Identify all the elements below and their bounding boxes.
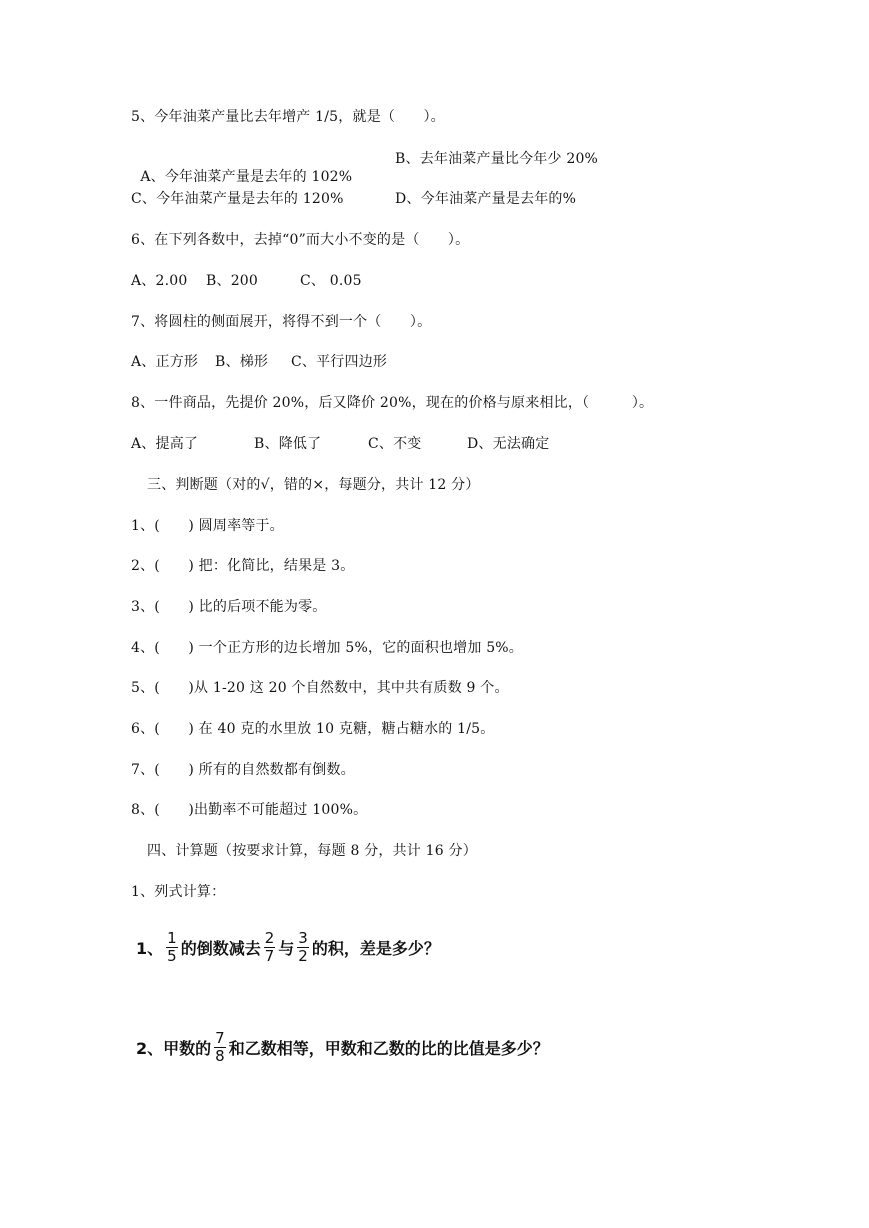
f1-text3: 的积，差是多少？ xyxy=(311,939,440,958)
q8-option-d: D、无法确定 xyxy=(467,436,550,452)
q7-stem: 7、将圆柱的侧面展开，将得不到一个（ ）。 xyxy=(131,314,432,330)
f1-text1: 的倒数减去 xyxy=(180,939,261,958)
q6-option-a: A、2.00 xyxy=(131,273,188,289)
f2-frac1-denominator: 8 xyxy=(215,1047,225,1065)
q7-option-b: B、梯形 xyxy=(215,354,269,370)
q8-stem: 8、一件商品，先提价 20%，后又降价 20%，现在的价格与原来相比，（ ）。 xyxy=(131,395,654,411)
judge-item-3: 3、( ) 比的后项不能为零。 xyxy=(131,599,327,615)
q5-stem: 5、今年油菜产量比去年增产 1/5，就是（ ）。 xyxy=(131,109,445,125)
formula-question-2 xyxy=(136,1030,549,1065)
f1-frac3-numerator: 3 xyxy=(298,929,308,947)
judge-item-1: 1、( ) 圆周率等于。 xyxy=(131,518,284,534)
f1-prefix: 1、 xyxy=(136,939,164,958)
q8-option-c: C、不变 xyxy=(368,436,422,452)
q5-option-d: D、今年油菜产量是去年的% xyxy=(395,191,577,207)
q7-option-a: A、正方形 xyxy=(131,354,199,370)
judge-item-7: 7、( ) 所有的自然数都有倒数。 xyxy=(131,762,355,778)
f2-prefix: 2、甲数的 xyxy=(136,1039,212,1058)
f1-frac1-denominator: 5 xyxy=(167,947,177,965)
judge-item-4: 4、( ) 一个正方形的边长增加 5%，它的面积也增加 5%。 xyxy=(131,640,524,656)
q5-options-row1 xyxy=(131,150,352,186)
section3-title: 三、判断题（对的√，错的×，每题分，共计 12 分） xyxy=(147,477,480,493)
f1-fraction-1 xyxy=(166,930,178,965)
judge-item-2: 2、( ) 把：化简比，结果是 3。 xyxy=(131,558,355,574)
q6-stem: 6、在下列各数中，去掉“0”而大小不变的是（ ）。 xyxy=(131,232,470,248)
f1-frac1-numerator: 1 xyxy=(167,929,177,947)
judge-item-5: 5、( )从 1-20 这 20 个自然数中，其中共有质数 9 个。 xyxy=(131,680,509,696)
judge-item-6: 6、( ) 在 40 克的水里放 10 克糖，糖占糖水的 1/5。 xyxy=(131,721,495,737)
f1-frac3-denominator: 2 xyxy=(298,947,308,965)
q5-option-a: A、今年油菜产量是去年的 102% xyxy=(140,169,353,185)
f2-text1: 和乙数相等，甲数和乙数的比的比值是多少？ xyxy=(228,1039,549,1058)
q6-option-c: C、 0.05 xyxy=(300,273,362,289)
section4-title: 四、计算题（按要求计算，每题 8 分，共计 16 分） xyxy=(147,843,477,859)
f1-frac2-denominator: 7 xyxy=(264,947,275,965)
q5-option-b: B、去年油菜产量比今年少 20% xyxy=(395,151,599,167)
f2-frac1-numerator: 7 xyxy=(215,1029,225,1047)
q7-option-c: C、平行四边形 xyxy=(291,354,388,370)
judge-item-8: 8、( )出勤率不可能超过 100%。 xyxy=(131,802,368,818)
section4-sub1: 1、列式计算： xyxy=(131,884,226,900)
f1-frac2-numerator: 2 xyxy=(264,929,275,947)
q6-option-b: B、200 xyxy=(206,273,259,289)
f2-fraction-1 xyxy=(214,1030,226,1065)
q8-option-a: A、提高了 xyxy=(131,436,199,452)
formula-question-1 xyxy=(136,930,440,965)
q8-option-b: B、降低了 xyxy=(254,436,322,452)
q5-option-c: C、今年油菜产量是去年的 120% xyxy=(131,191,344,207)
f1-fraction-3 xyxy=(297,930,309,965)
f1-fraction-2 xyxy=(264,930,276,965)
f1-text2: 与 xyxy=(278,939,295,958)
